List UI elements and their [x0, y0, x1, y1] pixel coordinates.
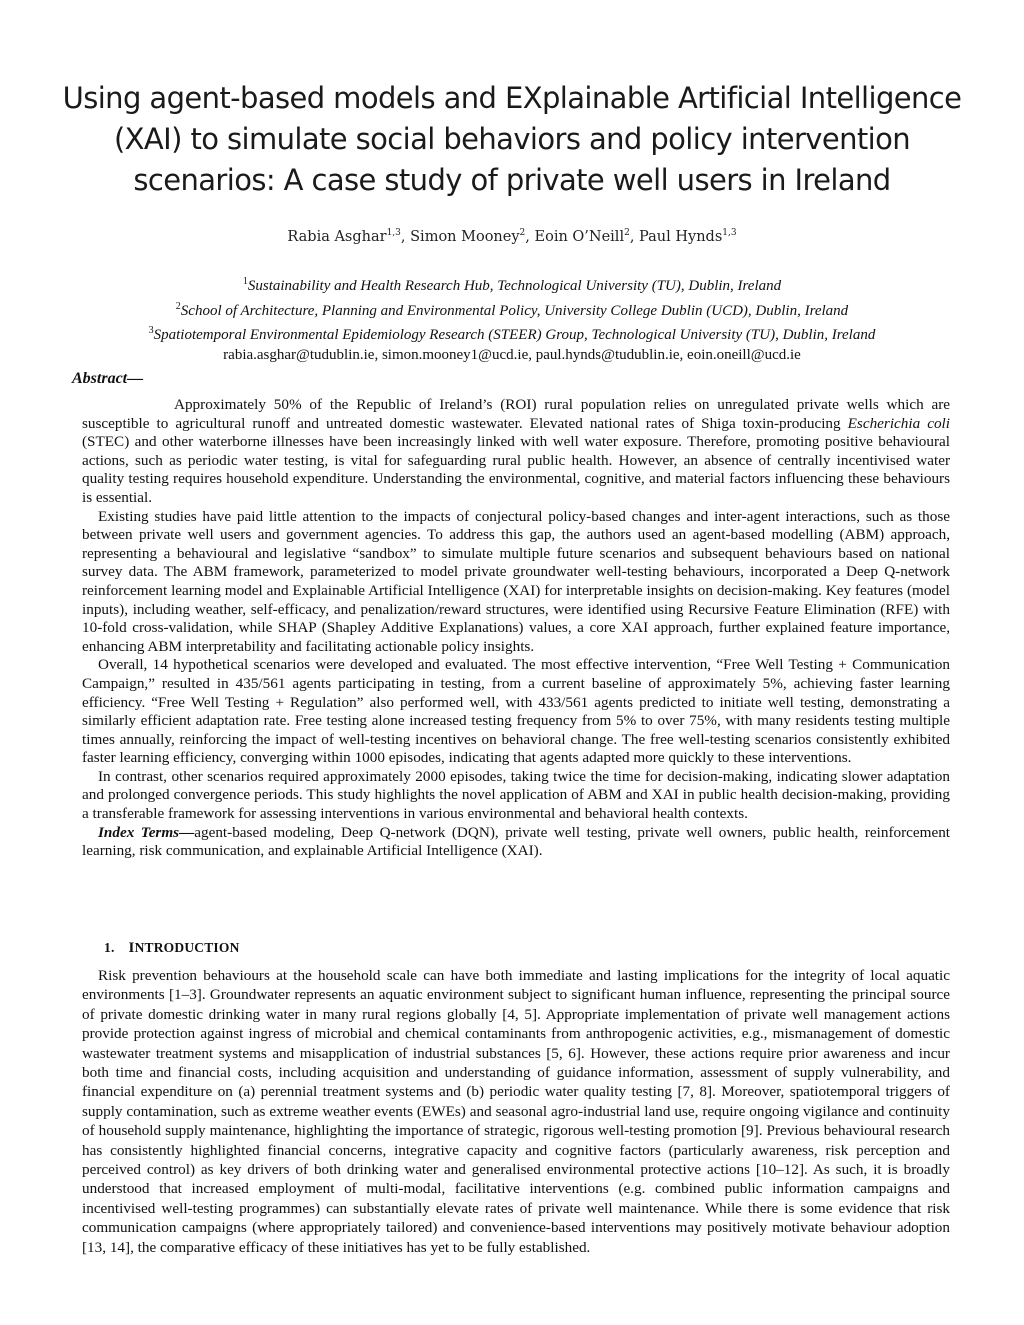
affiliation-number: 2 [175, 300, 181, 312]
species-name: Escherichia coli [847, 414, 950, 432]
author-name: Paul Hynds [639, 228, 723, 245]
abstract-heading: Abstract— [72, 370, 144, 387]
affiliation-line [40, 272, 984, 297]
affiliation-text: School of Architecture, Planning and Environmental Policy, University College Dublin (UCD), Dublin, Ireland [180, 302, 849, 319]
paper-title: Using agent-based models and EXplainable Artificial Intelligence (XAI) to simulate social behaviors and policy intervention scenarios: A case study of private well users in Ireland [62, 81, 962, 197]
abstract-paragraph: Existing studies have paid little attention to the impacts of conjectural policy-based changes and inter-agent interactions, such as those between private well users and government agencies. To address this gap, the authors used an agent-based modelling (ABM) approach, representing a behavioural and legislative “sandbox” to simulate multiple future scenarios and subsequent behaviours based on national survey data. The ABM framework, parameterized to model private groundwater well-testing behaviours, incorporated a Deep Q-network reinforcement learning model and Explainable Artificial Intelligence (XAI) for interpretable insights on decision-making. Key features (model inputs), including weather, self-efficacy, and penalization/reward structures, were identified using Recursive Feature Elimination (RFE) with 10-fold cross-validation, while SHAP (Shapley Additive Explanations) values, a core XAI approach, further explained feature importance, enhancing ABM interpretability and facilitating actionable policy insights. [82, 507, 950, 655]
index-terms-label: Index Terms— [98, 823, 195, 841]
section-heading-introduction [104, 940, 240, 957]
author-name: Eoin O’Neill [534, 228, 625, 245]
affiliation-number: 1 [242, 276, 248, 287]
index-terms [82, 824, 950, 861]
index-terms-text: agent-based modeling, Deep Q-network (DQN), private well testing, private well owners, public health, reinforcement learning, risk communication, and explainable Artificial Intelligence (XAI). [82, 823, 951, 860]
author-name: Rabia Asghar [287, 228, 387, 245]
author-affiliation-mark: 1,3 [386, 228, 401, 238]
section-number: 1. [104, 940, 115, 955]
affiliation-number: 3 [148, 325, 154, 336]
affiliation-line [40, 297, 984, 322]
abstract-text: (STEC) and other waterborne illnesses have been increasingly linked with well water exposure. Therefore, promoting positive behavioural actions, such as periodic water testing, is vital for safeguarding rural public health. However, an absence of centrally incentivised water quality testing requires household expenditure. Understanding the environmental, cognitive, and material factors influencing these behaviours is essential. [82, 433, 950, 506]
introduction-paragraph: Risk prevention behaviours at the household scale can have both immediate and lasting implications for the integrity of local aquatic environments [1–3]. Groundwater represents an aquatic environment subject to significant human influence, representing the principal source of private domestic drinking water in many rural regions globally [4, 5]. Appropriate implementation of private well management actions provide protection against ingress of microbial and chemical contaminants from anthropogenic activities, e.g., mismanagement of domestic wastewater treatment systems and misapplication of industrial substances [5, 6]. However, these actions require prior awareness and incur both time and financial costs, including acquisition and understanding of guidance information, assessment of supply vulnerability, and financial expenditure on (a) perennial treatment systems and (b) periodic water quality testing [7, 8]. Moreover, spatiotemporal triggers of supply contamination, such as extreme weather events (EWEs) and seasonal agro-industrial land use, require ongoing vigilance and continuity of household supply maintenance, highlighting the importance of strategic, rigorous well-testing promotion [9]. Previous behavioural research has consistently highlighted financial concerns, integrative capacity and cognitive factors (particularly awareness, risk perception and perceived control) as key drivers of both drinking water and generalised environmental protective actions [10–12]. As such, it is broadly understood that increased employment of multi-modal, facilitative interventions (e.g. combined public information campaigns and incentivised well-testing programmes) can substantially elevate rates of private well maintenance. While there is some evidence that risk communication campaigns (where appropriately tailored) and convenience-based interventions may positively motivate behaviour adoption [13, 14], the comparative efficacy of these initiatives has yet to be fully established. [82, 967, 950, 1256]
affiliation-text: Spatiotemporal Environmental Epidemiology Research (STEER) Group, Technological University (TU), Dublin, Ireland [153, 327, 876, 343]
affiliations [40, 272, 984, 365]
introduction-body [82, 966, 950, 1257]
abstract-text: Approximately 50% of the Republic of Ireland’s (ROI) rural population relies on unregulated private wells which are susceptible to agricultural runoff and untreated domestic wastewater. Elevated national rates of Shiga toxin-producing [82, 396, 950, 432]
author-name: Simon Mooney [410, 228, 520, 245]
author-affiliation-mark: 1,3 [722, 228, 737, 238]
section-title-initial: I [128, 940, 135, 956]
abstract-paragraph [82, 396, 950, 508]
abstract-paragraph: In contrast, other scenarios required approximately 2000 episodes, taking twice the time for decision-making, indicating slower adaptation and prolonged convergence periods. This study highlights the novel application of ABM and XAI in public health decision-making, providing a transferable framework for assessing interventions in various environmental and behavioral health contexts. [82, 767, 950, 823]
affiliation-text: Sustainability and Health Research Hub, Technological University (TU), Dublin, Ireland [247, 278, 782, 294]
affiliation-line [40, 321, 984, 346]
author-list: Rabia Asghar$^{1,3}$, Simon Mooney$^2$, Eoin O’Neill$^2$, Paul Hynds$^{1,3}$ [287, 228, 737, 245]
abstract-paragraph: Overall, 14 hypothetical scenarios were developed and evaluated. The most effective intervention, “Free Well Testing + Communication Campaign,” resulted in 435/561 agents participating in testing, from a current baseline of approximately 5%, achieving faster learning efficiency. “Free Well Testing + Regulation” also performed well, with 433/561 agents predicted to initiate well testing, demonstrating a similarly efficient adaptation rate. Free testing alone increased testing frequency from 5% to over 75%, with many residents testing multiple times annually, reinforcing the impact of well-testing incentives on behavioral change. The free well-testing scenarios consistently exhibited faster learning efficiency, converging within 1000 episodes, indicating that agents adapted more quickly to these interventions. [82, 656, 950, 767]
abstract-body [82, 396, 950, 861]
section-title-rest: NTRODUCTION [134, 940, 240, 955]
author-affiliation-mark: 2 [624, 228, 630, 238]
author-affiliation-mark: 2 [519, 228, 526, 238]
author-emails: rabia.asghar@tudublin.ie, simon.mooney1@ucd.ie, paul.hynds@tudublin.ie, eoin.oneill@ucd.ie [223, 346, 801, 363]
